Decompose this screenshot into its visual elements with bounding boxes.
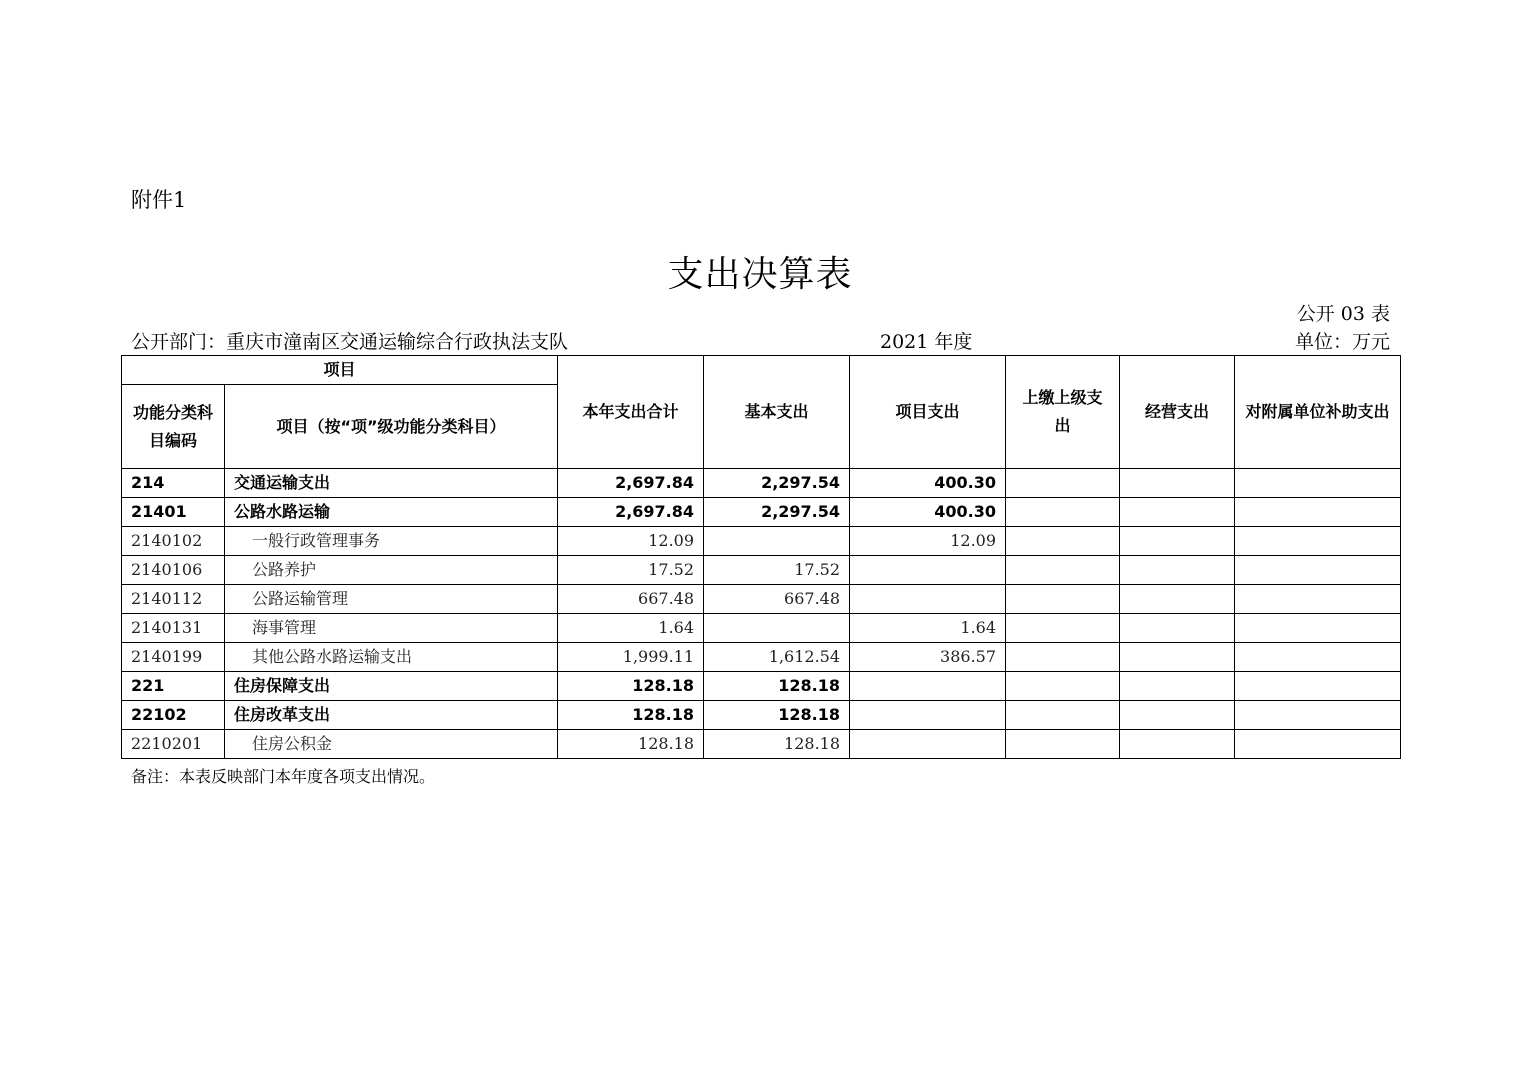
cell-project: 1.64: [850, 614, 1006, 643]
cell-upper: [1006, 498, 1120, 527]
cell-total: 128.18: [558, 701, 704, 730]
table-row: [122, 672, 1401, 701]
cell-basic: 128.18: [704, 672, 850, 701]
expenditure-table: [121, 355, 1401, 759]
cell-name: 交通运输支出: [225, 469, 558, 498]
cell-name: 一般行政管理事务: [225, 527, 558, 556]
cell-business: [1120, 469, 1235, 498]
cell-total: 128.18: [558, 672, 704, 701]
cell-code: 2140102: [122, 527, 225, 556]
unit-label: 单位：万元: [1294, 331, 1390, 353]
cell-total: 2,697.84: [558, 498, 704, 527]
table-body: [122, 469, 1401, 759]
cell-business: [1120, 643, 1235, 672]
cell-basic: 128.18: [704, 701, 850, 730]
table-row: [122, 556, 1401, 585]
cell-code: 221: [122, 672, 225, 701]
cell-project: [850, 730, 1006, 759]
cell-upper: [1006, 614, 1120, 643]
page-title: 支出决算表: [667, 254, 853, 295]
footnote: 备注：本表反映部门本年度各项支出情况。: [131, 767, 436, 786]
cell-basic: [704, 614, 850, 643]
cell-business: [1120, 585, 1235, 614]
cell-code: 2210201: [122, 730, 225, 759]
column-header-subsidy: 对附属单位补助支出: [1235, 356, 1401, 469]
column-header-name: 项目（按“项”级功能分类科目）: [225, 385, 558, 469]
cell-subsidy: [1235, 469, 1401, 498]
cell-subsidy: [1235, 701, 1401, 730]
cell-business: [1120, 614, 1235, 643]
cell-subsidy: [1235, 730, 1401, 759]
table-row: [122, 701, 1401, 730]
cell-basic: 128.18: [704, 730, 850, 759]
cell-name: 住房保障支出: [225, 672, 558, 701]
cell-project: [850, 556, 1006, 585]
cell-project: [850, 585, 1006, 614]
cell-project: 400.30: [850, 498, 1006, 527]
cell-name: 公路水路运输: [225, 498, 558, 527]
year-label: 2021 年度: [880, 331, 973, 353]
department-label: 公开部门：重庆市潼南区交通运输综合行政执法支队: [131, 331, 569, 353]
form-code: 公开 03 表: [1296, 303, 1390, 325]
table-row: [122, 643, 1401, 672]
cell-basic: 17.52: [704, 556, 850, 585]
table-row: [122, 614, 1401, 643]
column-header-basic: 基本支出: [704, 356, 850, 469]
cell-subsidy: [1235, 672, 1401, 701]
cell-basic: [704, 527, 850, 556]
cell-total: 1,999.11: [558, 643, 704, 672]
group-header-project: 项目: [122, 356, 558, 385]
cell-total: 2,697.84: [558, 469, 704, 498]
cell-basic: 667.48: [704, 585, 850, 614]
cell-business: [1120, 672, 1235, 701]
cell-upper: [1006, 469, 1120, 498]
table-row: [122, 469, 1401, 498]
cell-code: 22102: [122, 701, 225, 730]
table-row: [122, 498, 1401, 527]
cell-business: [1120, 556, 1235, 585]
cell-upper: [1006, 585, 1120, 614]
column-header-upper: 上缴上级支出: [1006, 356, 1120, 469]
column-header-total: 本年支出合计: [558, 356, 704, 469]
cell-basic: 2,297.54: [704, 498, 850, 527]
cell-total: 667.48: [558, 585, 704, 614]
cell-business: [1120, 730, 1235, 759]
cell-project: [850, 672, 1006, 701]
cell-upper: [1006, 643, 1120, 672]
cell-code: 2140112: [122, 585, 225, 614]
cell-name: 住房公积金: [225, 730, 558, 759]
column-header-business: 经营支出: [1120, 356, 1235, 469]
column-header-code: 功能分类科目编码: [122, 385, 225, 469]
cell-basic: 2,297.54: [704, 469, 850, 498]
cell-subsidy: [1235, 556, 1401, 585]
attachment-label: 附件1: [131, 188, 187, 212]
table-row: [122, 730, 1401, 759]
cell-subsidy: [1235, 614, 1401, 643]
cell-name: 公路运输管理: [225, 585, 558, 614]
cell-subsidy: [1235, 643, 1401, 672]
cell-subsidy: [1235, 527, 1401, 556]
cell-business: [1120, 498, 1235, 527]
cell-code: 2140106: [122, 556, 225, 585]
cell-name: 住房改革支出: [225, 701, 558, 730]
cell-upper: [1006, 672, 1120, 701]
column-header-project: 项目支出: [850, 356, 1006, 469]
cell-subsidy: [1235, 585, 1401, 614]
cell-project: 400.30: [850, 469, 1006, 498]
cell-code: 2140131: [122, 614, 225, 643]
cell-total: 12.09: [558, 527, 704, 556]
cell-name: 公路养护: [225, 556, 558, 585]
cell-basic: 1,612.54: [704, 643, 850, 672]
cell-name: 海事管理: [225, 614, 558, 643]
cell-total: 1.64: [558, 614, 704, 643]
cell-total: 128.18: [558, 730, 704, 759]
cell-code: 2140199: [122, 643, 225, 672]
cell-project: [850, 701, 1006, 730]
cell-business: [1120, 527, 1235, 556]
cell-code: 21401: [122, 498, 225, 527]
cell-name: 其他公路水路运输支出: [225, 643, 558, 672]
cell-business: [1120, 701, 1235, 730]
cell-project: 386.57: [850, 643, 1006, 672]
cell-upper: [1006, 527, 1120, 556]
cell-code: 214: [122, 469, 225, 498]
cell-total: 17.52: [558, 556, 704, 585]
cell-subsidy: [1235, 498, 1401, 527]
cell-upper: [1006, 730, 1120, 759]
cell-upper: [1006, 701, 1120, 730]
table-row: [122, 585, 1401, 614]
cell-project: 12.09: [850, 527, 1006, 556]
table-row: [122, 527, 1401, 556]
cell-upper: [1006, 556, 1120, 585]
